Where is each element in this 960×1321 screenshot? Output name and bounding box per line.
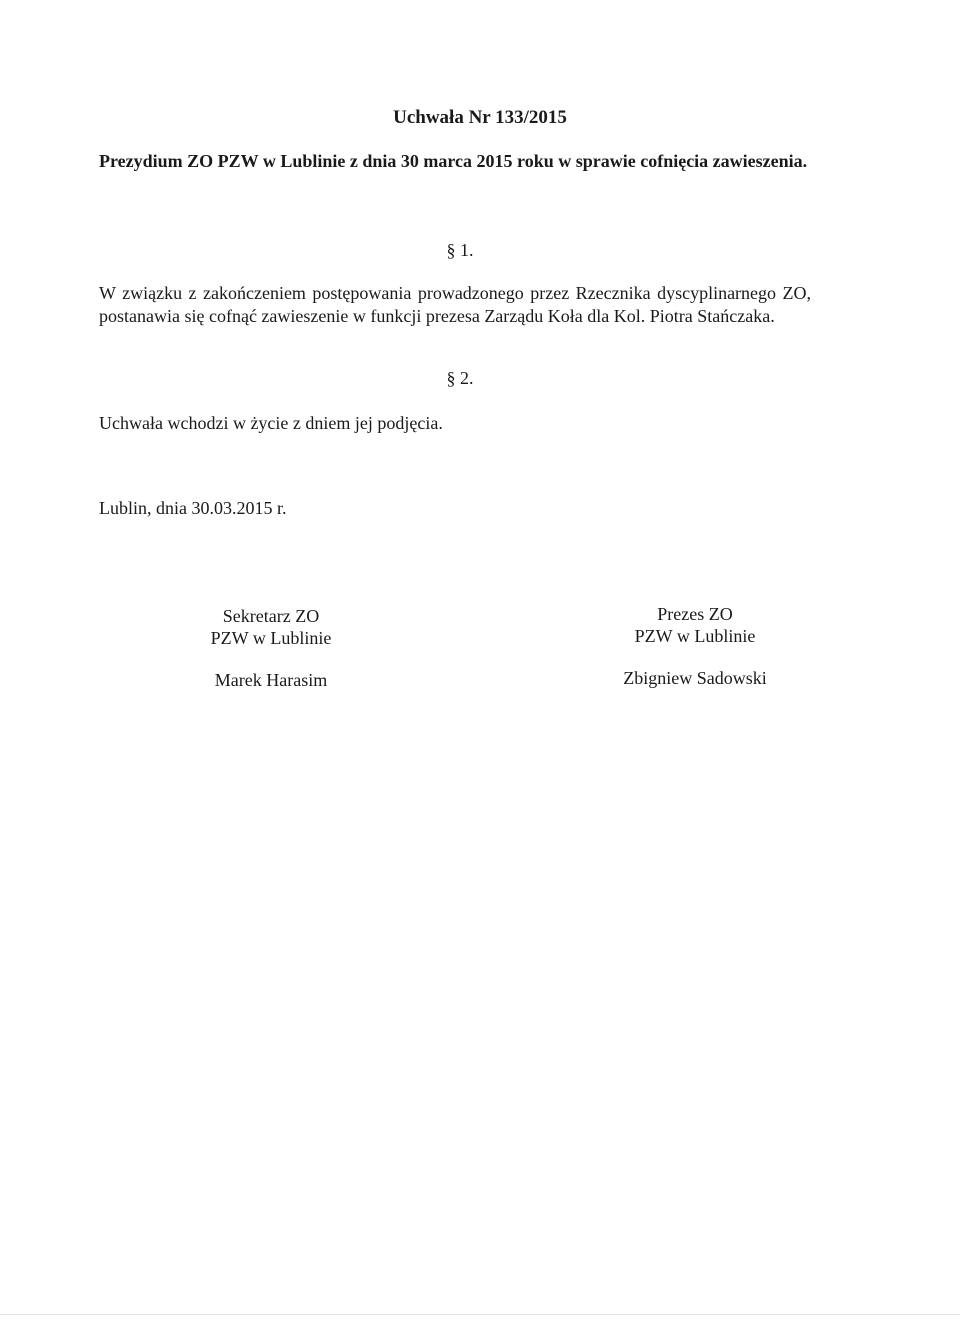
signature-block-president	[565, 603, 825, 689]
section-1-mark: § 1.	[446, 240, 474, 260]
secretary-name: Marek Harasim	[214, 670, 328, 690]
document-title: Uchwała Nr 133/2015	[393, 107, 567, 128]
place-date: Lublin, dnia 30.03.2015 r.	[99, 498, 287, 518]
president-name: Zbigniew Sadowski	[623, 668, 767, 688]
secretary-role-line-2: PZW w Lublinie	[210, 628, 332, 648]
president-role-line-2: PZW w Lublinie	[634, 626, 756, 646]
document-subtitle: Prezydium ZO PZW w Lublinie z dnia 30 marca 2015 roku w sprawie cofnięcia zawieszenia.	[99, 151, 808, 171]
section-1-text: W związku z zakończeniem postępowania prowadzonego przez Rzecznika dyscyplinarnego ZO, postanawia się cofnąć zawieszenie w funkcji prezesa Zarządu Koła dla Kol. Piotra Stańczaka.	[99, 283, 811, 326]
president-role-line-1: Prezes ZO	[657, 604, 733, 624]
secretary-role-line-1: Sekretarz ZO	[222, 606, 320, 626]
signature-block-secretary	[141, 605, 401, 691]
section-2-mark: § 2.	[446, 368, 474, 388]
section-2-text: Uchwała wchodzi w życie z dniem jej podjęcia.	[99, 413, 443, 433]
scan-edge-line	[0, 1314, 960, 1315]
